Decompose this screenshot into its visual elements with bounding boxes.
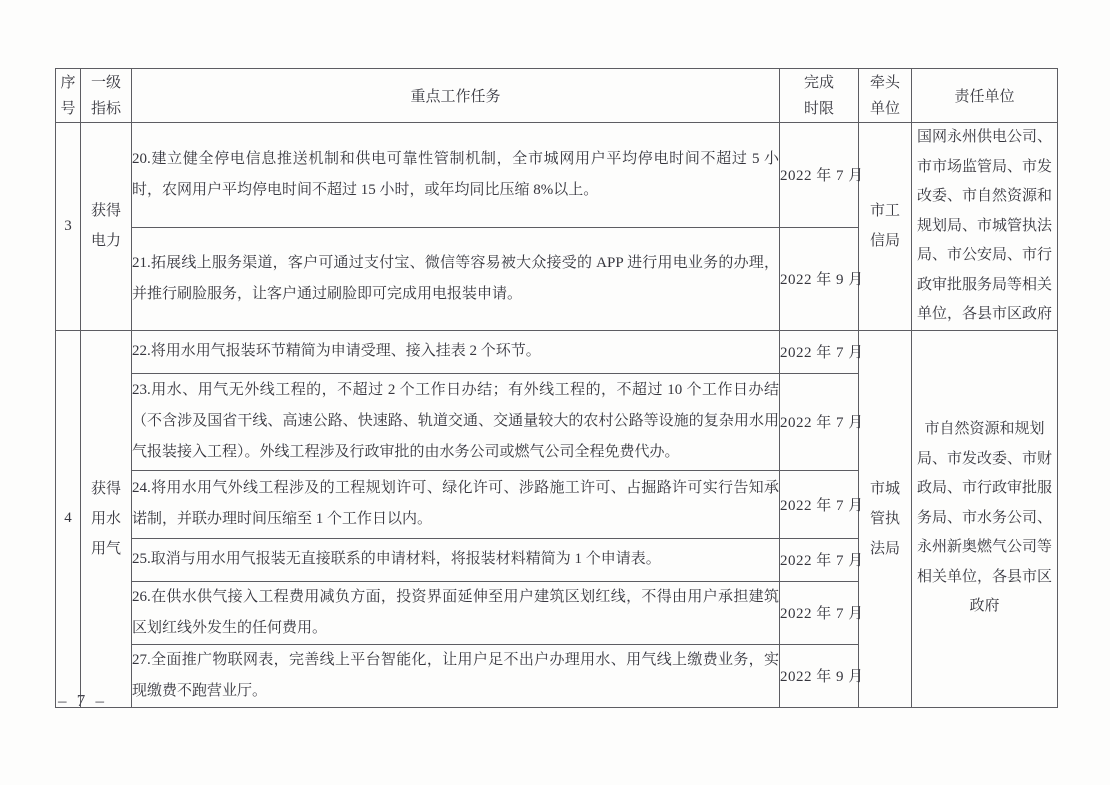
task-cell-20: 20.建立健全停电信息推送机制和供电可靠性管制机制，全市城网用户平均停电时间不超过 5 小时，农网用户平均停电时间不超过 15 小时，或年均同比压缩 8%以上。 xyxy=(132,123,780,228)
task-cell-21: 21.拓展线上服务渠道，客户可通过支付宝、微信等容易被大众接受的 APP 进行用电业务的办理，并推行刷脸服务，让客户通过刷脸即可完成用电报装申请。 xyxy=(132,227,780,330)
task-cell-27: 27.全面推广物联网表，完善线上平台智能化，让用户足不出户办理用水、用气线上缴费业务，实现缴费不跑营业厅。 xyxy=(132,644,780,707)
header-indicator: 一级指标 xyxy=(81,69,132,123)
deadline-cell-27: 2022 年 9 月 xyxy=(780,644,859,707)
seq-cell-3: 3 xyxy=(56,123,81,331)
responsible-cell-3: 国网永州供电公司、市市场监管局、市发改委、市自然资源和规划局、市城管执法局、市公安局、市行政审批服务局等相关单位，各县市区政府 xyxy=(912,123,1058,331)
header-task: 重点工作任务 xyxy=(132,69,780,123)
indicator-cell-3: 获得电力 xyxy=(81,123,132,331)
lead-cell-3: 市工信局 xyxy=(859,123,912,331)
deadline-cell-25: 2022 年 7 月 xyxy=(780,538,859,581)
header-seq: 序号 xyxy=(56,69,81,123)
table-header-row xyxy=(56,69,1058,123)
header-lead: 牵头单位 xyxy=(859,69,912,123)
task-cell-23: 23.用水、用气无外线工程的，不超过 2 个工作日办结；有外线工程的，不超过 10 个工作日办结（不含涉及国省干线、高速公路、快速路、轨道交通、交通量较大的农村公路等设施的复杂用水用气报装接入工程）。外线工程涉及行政审批的由水务公司或燃气公司全程免费代办。 xyxy=(132,373,780,470)
seq-cell-4: 4 xyxy=(56,330,81,707)
deadline-cell-26: 2022 年 7 月 xyxy=(780,581,859,644)
task-cell-22: 22.将用水用气报装环节精简为申请受理、接入挂表 2 个环节。 xyxy=(132,330,780,373)
table-row-task-20 xyxy=(56,123,1058,228)
task-cell-25: 25.取消与用水用气报装无直接联系的申请材料，将报装材料精简为 1 个申请表。 xyxy=(132,538,780,581)
deadline-cell-21: 2022 年 9 月 xyxy=(780,227,859,330)
page-number: – 7 – xyxy=(58,691,107,710)
deadline-cell-23: 2022 年 7 月 xyxy=(780,373,859,470)
table-row-task-22 xyxy=(56,330,1058,373)
deadline-cell-20: 2022 年 7 月 xyxy=(780,123,859,228)
responsible-cell-4: 市自然资源和规划局、市发改委、市财政局、市行政审批服务局、市水务公司、永州新奥燃气公司等相关单位，各县市区政府 xyxy=(912,330,1058,707)
task-cell-24: 24.将用水用气外线工程涉及的工程规划许可、绿化许可、涉路施工许可、占掘路许可实行告知承诺制，并联办理时间压缩至 1 个工作日以内。 xyxy=(132,470,780,538)
deadline-cell-24: 2022 年 7 月 xyxy=(780,470,859,538)
tasks-table xyxy=(55,68,1058,708)
header-deadline: 完成时限 xyxy=(780,69,859,123)
task-cell-26: 26.在供水供气接入工程费用减负方面，投资界面延伸至用户建筑区划红线，不得由用户承担建筑区划红线外发生的任何费用。 xyxy=(132,581,780,644)
header-responsible: 责任单位 xyxy=(912,69,1058,123)
indicator-cell-4: 获得用水用气 xyxy=(81,330,132,707)
lead-cell-4: 市城管执法局 xyxy=(859,330,912,707)
deadline-cell-22: 2022 年 7 月 xyxy=(780,330,859,373)
